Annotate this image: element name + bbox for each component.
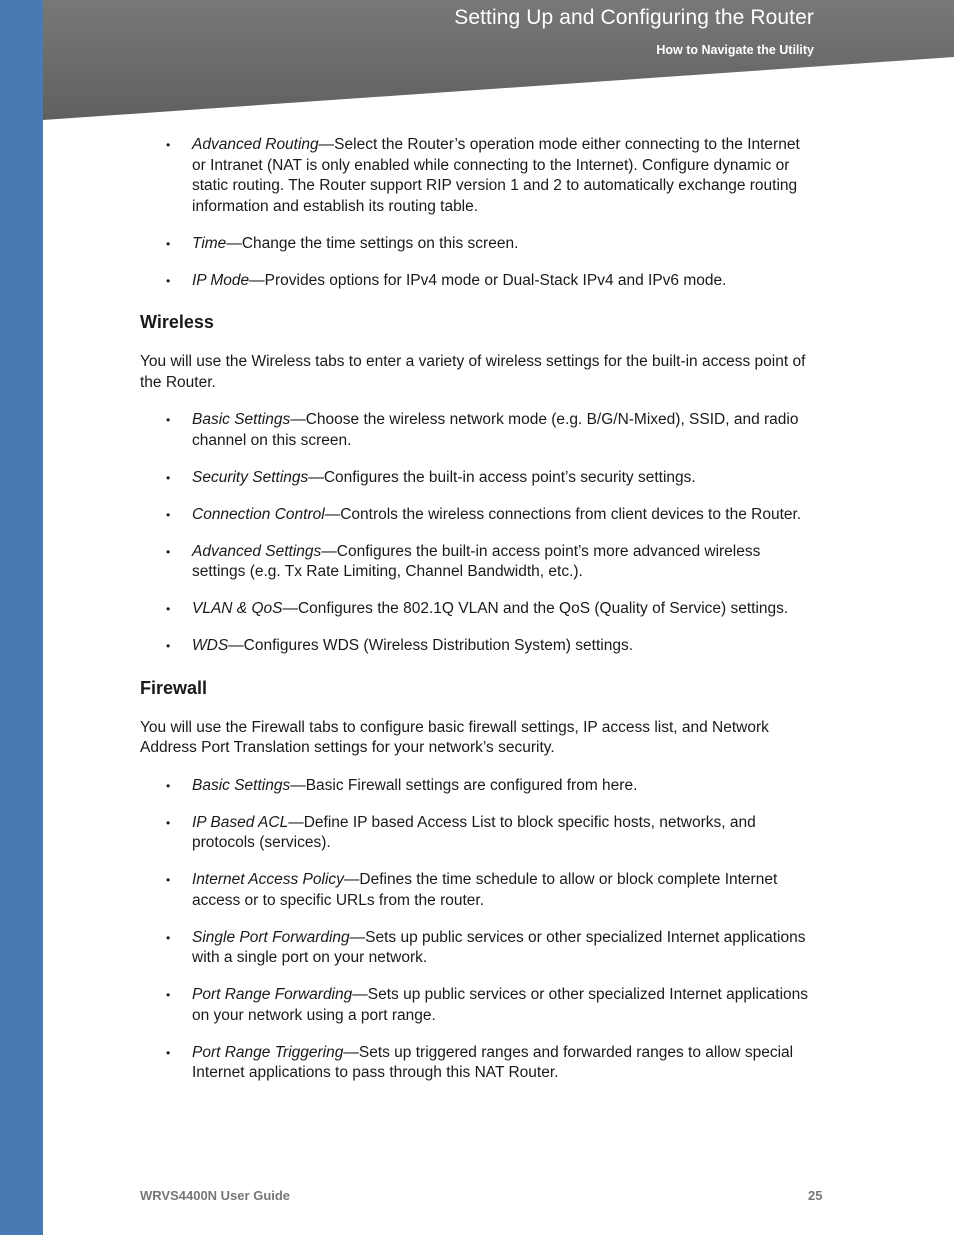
bullet-text: —Sets up public services or other specialized Internet applications on your network using a port range. (192, 986, 809, 1024)
bullet-term: Connection Control (192, 505, 325, 523)
list-item (140, 776, 815, 797)
wireless-heading: Wireless (140, 312, 214, 332)
bullet-text: —Sets up triggered ranges and forwarded ranges to allow special Internet applications to pass through this NAT Router. (192, 1043, 794, 1081)
bullet-term: Port Range Triggering (192, 1043, 344, 1061)
bullet-term: Basic Settings (192, 776, 291, 794)
bullet-term: Basic Settings (192, 411, 291, 428)
bullet-dot: • (166, 602, 171, 616)
bullet-dot: • (166, 507, 171, 522)
page-content (140, 135, 815, 1100)
bullet-term: Port Range Forwarding (192, 986, 353, 1003)
bullet-term: IP Mode (192, 271, 250, 289)
header-title: Setting Up and Configuring the Router (454, 6, 814, 29)
list-item (140, 985, 815, 1026)
bullet-dot: • (166, 236, 171, 251)
footer-guide-title: WRVS4400N User Guide (140, 1188, 291, 1203)
bullet-text: —Configures the built-in access point’s more advanced wireless settings (e.g. Tx Rate Limiting, Channel Bandwidth, etc.). (192, 542, 761, 580)
list-item (140, 928, 815, 969)
bullet-dot: • (166, 778, 171, 793)
wireless-intro: You will use the Wireless tabs to enter a variety of wireless settings for the built-in access point of the Router. (140, 353, 806, 391)
bullet-term: IP Based ACL (192, 813, 289, 831)
bullet-term: WDS (192, 637, 229, 654)
list-item (140, 234, 815, 255)
list-item (140, 505, 815, 526)
bullet-dot: • (166, 273, 171, 288)
bullet-text: —Choose the wireless network mode (e.g. B/G/N-Mixed), SSID, and radio channel on this screen. (192, 411, 799, 449)
bullet-text: —Sets up public services or other specialized Internet applications with a single port on your network. (192, 928, 806, 966)
list-item (140, 870, 815, 911)
bullet-dot: • (166, 639, 171, 653)
intro-bullet-list (140, 135, 815, 291)
wireless-bullet-list (140, 410, 815, 657)
list-item (140, 135, 815, 217)
bullet-term: VLAN & QoS (192, 600, 283, 617)
header-subtitle: How to Navigate the Utility (656, 43, 814, 57)
list-item (140, 542, 815, 583)
bullet-term: Advanced Routing (192, 136, 319, 153)
list-item (140, 599, 815, 620)
bullet-text: —Define IP based Access List to block specific hosts, networks, and protocols (services). (192, 813, 756, 851)
list-item (140, 271, 815, 292)
bullet-dot: • (166, 873, 171, 887)
list-item (140, 636, 815, 657)
bullet-dot: • (166, 544, 171, 559)
list-item (140, 1043, 815, 1084)
bullet-term: Internet Access Policy (192, 871, 344, 888)
firewall-heading: Firewall (140, 677, 208, 698)
bullet-dot: • (166, 138, 171, 152)
bullet-text: —Configures WDS (Wireless Distribution System) settings. (228, 637, 633, 654)
bullet-text: —Provides options for IPv4 mode or Dual-Stack IPv4 and IPv6 mode. (249, 271, 727, 289)
bullet-term: Time (192, 234, 227, 252)
footer-page-number: 25 (808, 1188, 823, 1203)
bullet-text: —Configures the 802.1Q VLAN and the QoS (Quality of Service) settings. (282, 600, 789, 617)
list-item (140, 813, 815, 854)
bullet-term: Advanced Settings (192, 542, 322, 560)
firewall-intro: You will use the Firewall tabs to configure basic firewall settings, IP access list, and Network Address Port Translation settings for your network’s security. (140, 718, 769, 756)
header-band (43, 0, 954, 120)
left-color-bar (0, 0, 43, 1235)
bullet-dot: • (166, 470, 171, 485)
bullet-text: —Basic Firewall settings are configured from here. (290, 776, 638, 794)
bullet-text: —Controls the wireless connections from client devices to the Router. (324, 505, 802, 523)
bullet-dot: • (166, 988, 171, 1002)
bullet-term: Single Port Forwarding (192, 928, 350, 946)
bullet-text: —Change the time settings on this screen. (226, 234, 519, 252)
bullet-text: —Select the Router’s operation mode either connecting to the Internet or Intranet (NAT is only enabled while connecting to the Internet). Configure dynamic or static routing. The Router support RIP version 1 and 2 to automatically exchange routing information and establish its routing table. (192, 136, 800, 215)
bullet-text: —Configures the built-in access point’s security settings. (308, 468, 696, 486)
bullet-text: —Defines the time schedule to allow or block complete Internet access or to specific URLs from the router. (192, 871, 778, 909)
bullet-term: Security Settings (192, 468, 309, 486)
bullet-dot: • (166, 413, 171, 427)
firewall-bullet-list (140, 776, 815, 1084)
bullet-dot: • (166, 930, 171, 945)
bullet-dot: • (166, 1045, 171, 1060)
list-item (140, 410, 815, 451)
list-item (140, 468, 815, 489)
bullet-dot: • (166, 815, 171, 830)
